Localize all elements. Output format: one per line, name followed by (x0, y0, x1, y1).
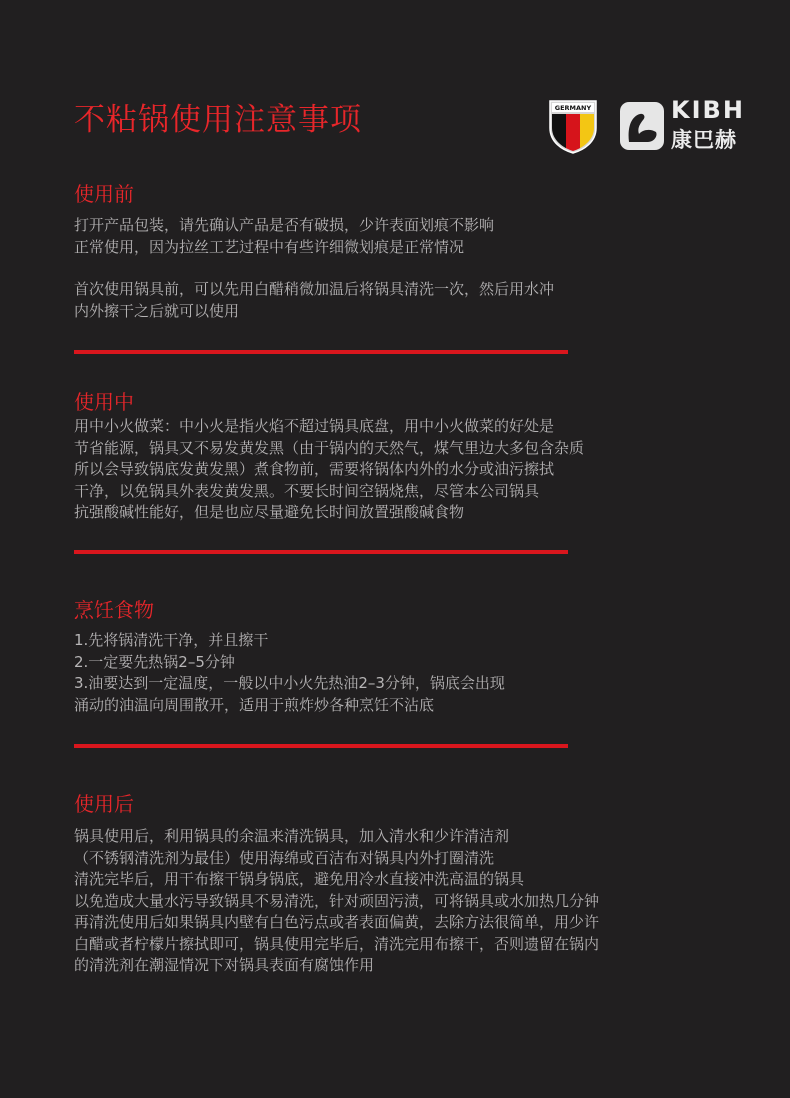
section-divider (74, 350, 568, 354)
text-line: 以免造成大量水污导致锅具不易清洗，针对顽固污渍，可将锅具或水加热几分钟 (74, 891, 600, 910)
section-before-use-paragraph-2 (74, 279, 714, 322)
text-line: 的清洗剂在潮湿情况下对锅具表面有腐蚀作用 (74, 956, 375, 974)
section-cooking-paragraph (74, 630, 714, 716)
text-line: 再清洗使用后如果锅具内壁有白色污点或者表面偏黄，去除方法很简单，用少许 (74, 913, 600, 931)
badge-text: GERMANY (554, 104, 592, 112)
text-line: （不锈钢清洗剂为最佳）使用海绵或百洁布对锅具内外打圈清洗 (74, 848, 495, 867)
section-after-use-paragraph (74, 826, 714, 977)
section-during-use-paragraph (74, 416, 714, 524)
text-line: 干净，以免锅具外表发黄发黑。不要长时间空锅烧焦，尽管本公司锅具 (74, 481, 540, 500)
section-heading-before-use: 使用前 (74, 182, 134, 206)
text-line: 1.先将锅清洗干净，并且擦干 (74, 631, 269, 649)
text-line: 清洗完毕后，用干布擦干锅身锅底，避免用冷水直接冲洗高温的锅具 (74, 870, 525, 888)
section-divider (74, 744, 568, 748)
text-line: 首次使用锅具前，可以先用白醋稍微加温后将锅具清洗一次，然后用水冲 (74, 280, 555, 298)
text-line: 所以会导致锅底发黄发黑）煮食物前，需要将锅体内外的水分或油污擦拭 (74, 460, 555, 478)
section-divider (74, 550, 568, 554)
text-line: 涌动的油温向周围散开，适用于煎炸炒各种烹饪不沾底 (74, 695, 435, 714)
text-line: 内外擦干之后就可以使用 (74, 301, 240, 320)
text-line: 2.一定要先热锅2–5分钟 (74, 652, 235, 671)
germany-shield-badge (548, 98, 598, 154)
logo-text-latin: KIBH (671, 96, 745, 124)
section-heading-cooking: 烹饪食物 (74, 598, 154, 622)
section-before-use-paragraph-1 (74, 215, 714, 258)
text-line: 正常使用，因为拉丝工艺过程中有些许细微划痕是正常情况 (74, 237, 465, 256)
text-line: 节省能源，锅具又不易发黄发黑（由于锅内的天然气，煤气里边大多包含杂质 (74, 438, 585, 457)
text-line: 用中小火做菜：中小火是指火焰不超过锅具底盘，用中小火做菜的好处是 (74, 417, 555, 435)
text-line: 白醋或者柠檬片擦拭即可，锅具使用完毕后，清洗完用布擦干，否则遗留在锅内 (74, 934, 600, 953)
text-line: 3.油要达到一定温度，一般以中小火先热油2–3分钟，锅底会出现 (74, 674, 505, 692)
logo-text-chinese: 康巴赫 (671, 128, 737, 152)
text-line: 抗强酸碱性能好，但是也应尽量避免长时间放置强酸碱食物 (74, 503, 465, 521)
page-title: 不粘锅使用注意事项 (74, 102, 362, 138)
section-heading-after-use: 使用后 (74, 792, 134, 816)
text-line: 打开产品包装，请先确认产品是否有破损，少许表面划痕不影响 (74, 216, 495, 234)
section-heading-during-use: 使用中 (74, 390, 134, 414)
text-line: 锅具使用后，利用锅具的余温来清洗锅具，加入清水和少许清洁剂 (74, 827, 510, 845)
